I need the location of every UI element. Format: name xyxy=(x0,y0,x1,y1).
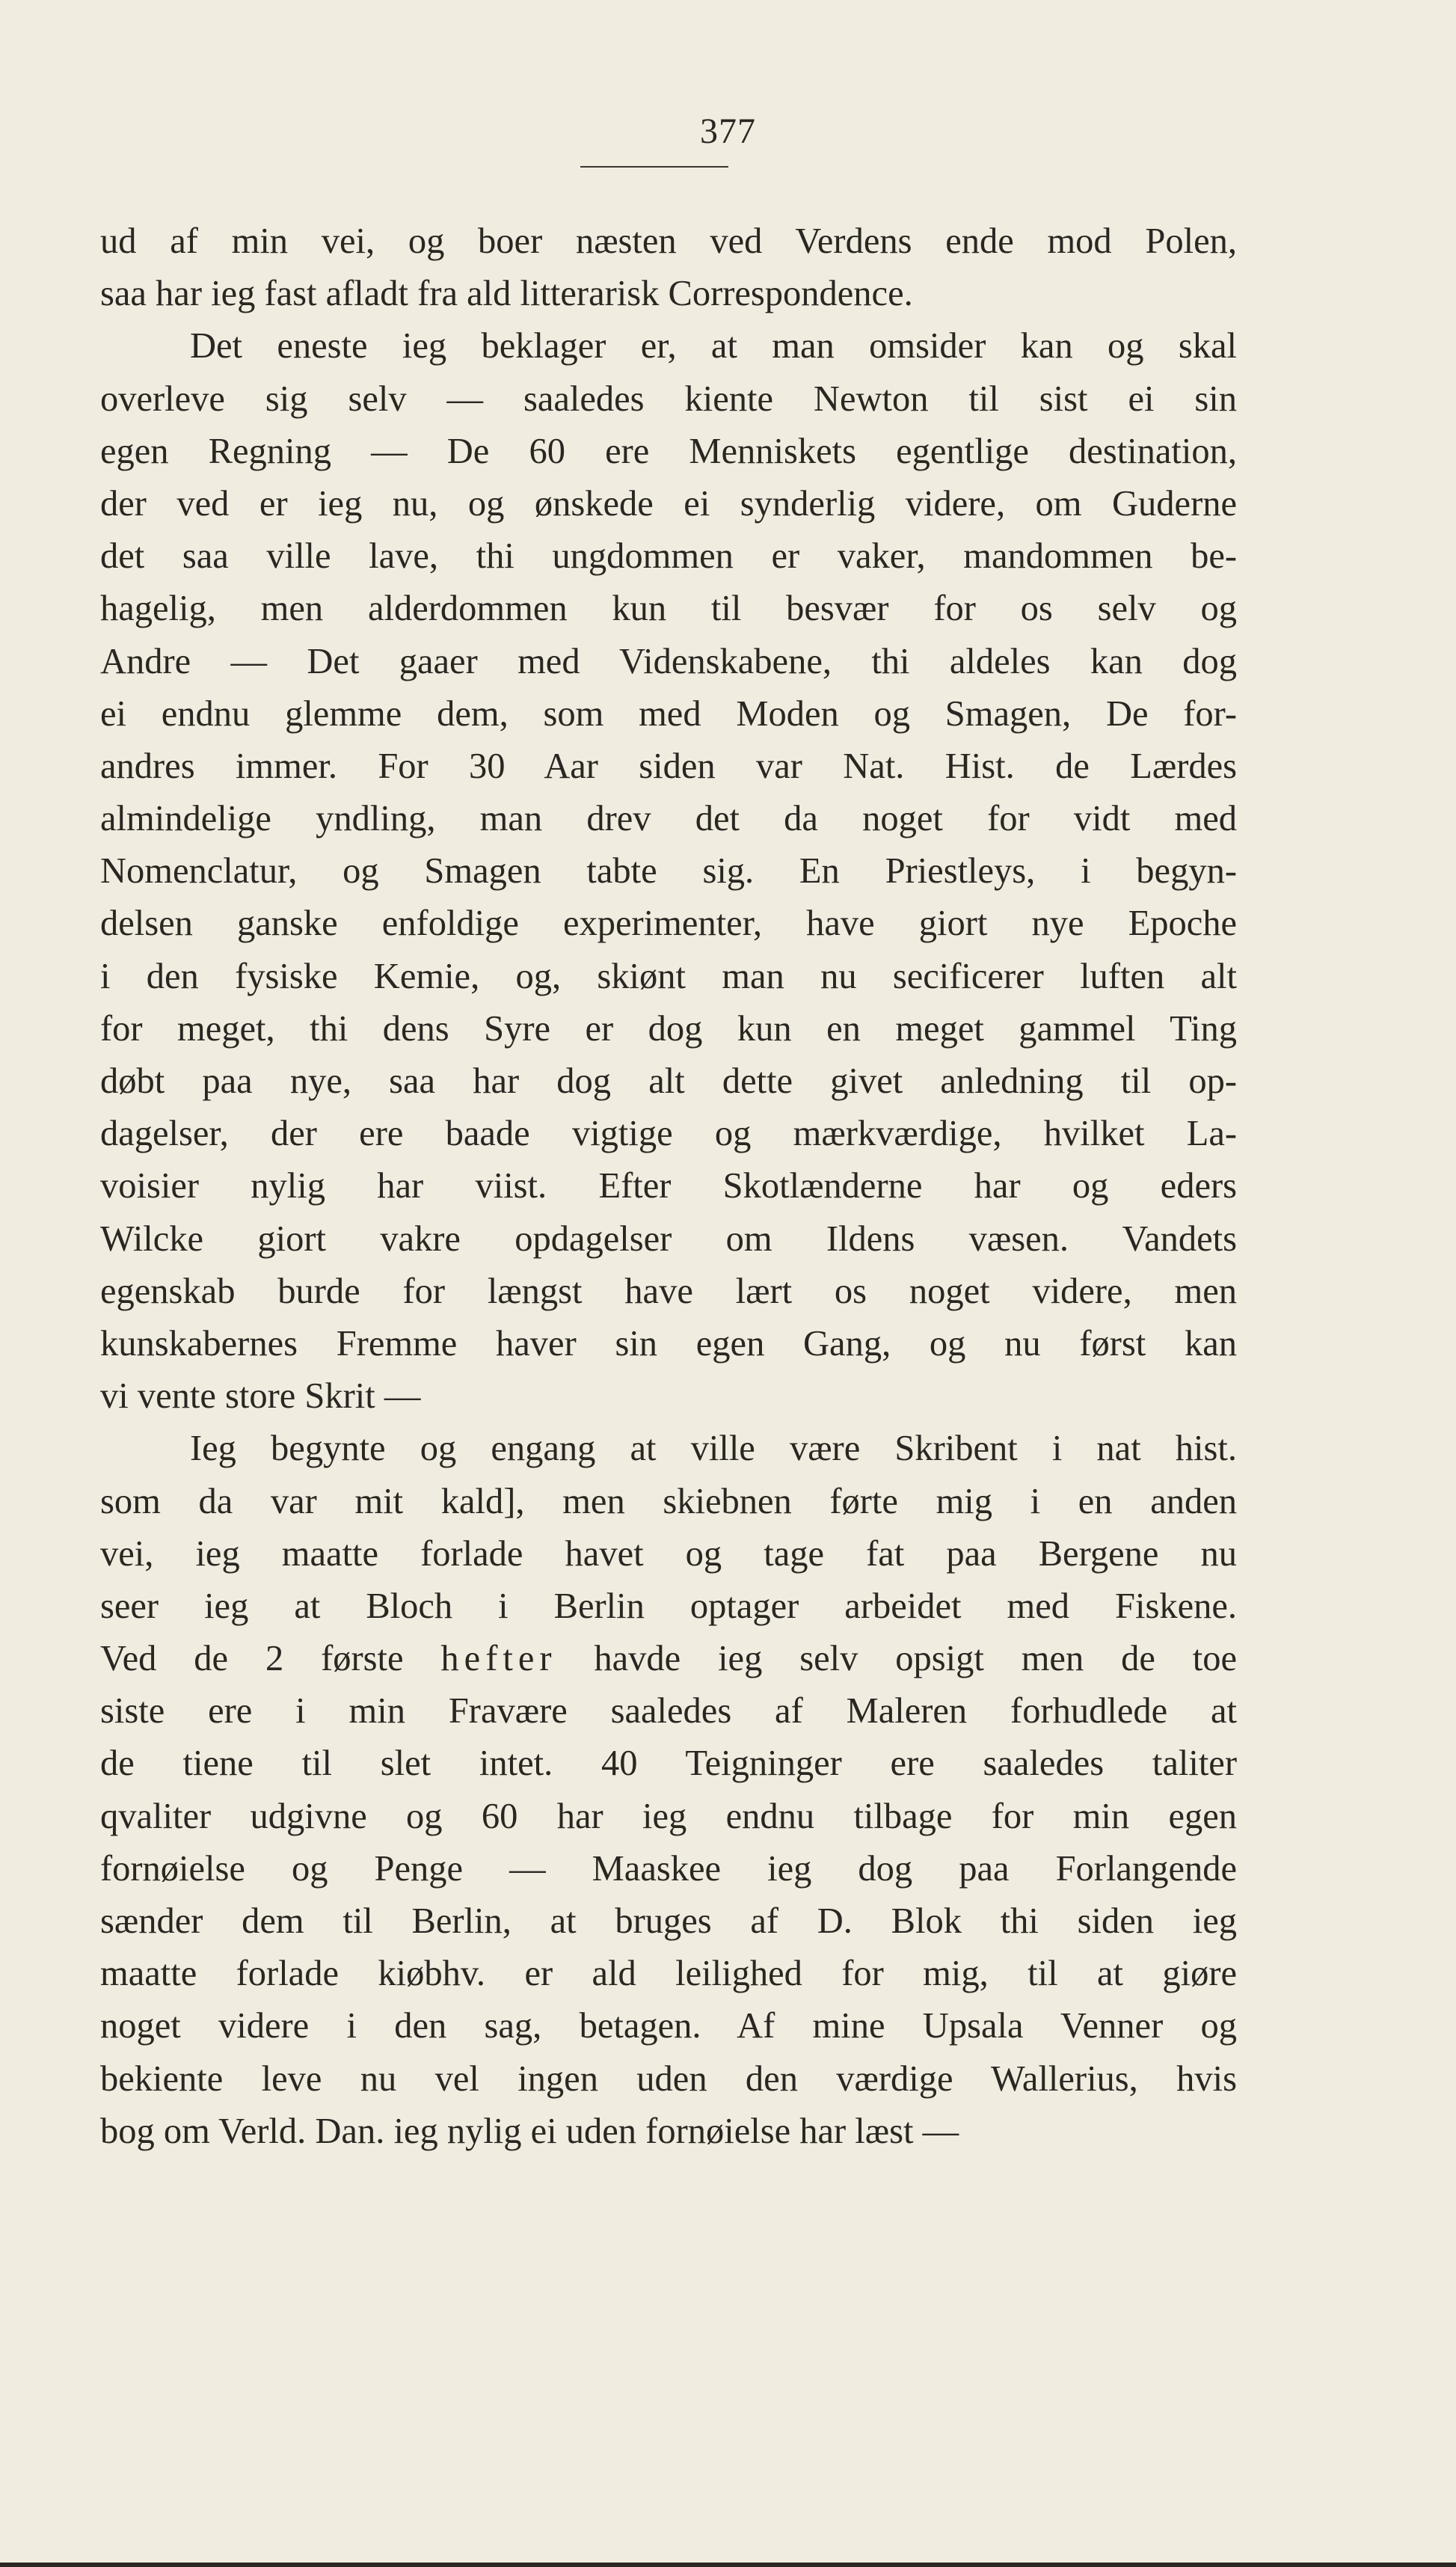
text-line: Andre — Det gaaer med Videnskabene, thi aldeles kan dog xyxy=(100,641,1237,681)
text-line: som da var mit kald], men skiebnen førte mig i en anden xyxy=(100,1481,1237,1521)
page-number-rule xyxy=(580,166,728,168)
text-line: Ved de 2 første hefter havde ieg selv opsigt men de toe xyxy=(100,1639,1237,1679)
page-number: 377 xyxy=(700,111,756,151)
text-line: almindelige yndling, man drev det da noget for vidt med xyxy=(100,799,1237,839)
text-line: andres immer. For 30 Aar siden var Nat. Hist. de Lærdes xyxy=(100,746,1237,786)
text-line: kunskabernes Fremme haver sin egen Gang, og nu først kan xyxy=(100,1323,1237,1364)
text-line: i den fysiske Kemie, og, skiønt man nu secificerer luften alt xyxy=(100,956,1237,996)
bottom-edge-rule xyxy=(0,2563,1456,2567)
text-line: de tiene til slet intet. 40 Teigninger ere saaledes taliter xyxy=(100,1743,1237,1784)
text-line: qvaliter udgivne og 60 har ieg endnu tilbage for min egen xyxy=(100,1796,1237,1836)
text-line: egenskab burde for længst have lært os noget videre, men xyxy=(100,1271,1237,1311)
text-line: overleve sig selv — saaledes kiente Newton til sist ei sin xyxy=(100,378,1237,419)
text-line: vi vente store Skrit — xyxy=(100,1376,421,1417)
text-line: bog om Verld. Dan. ieg nylig ei uden fornøielse har læst — xyxy=(100,2111,959,2151)
text-line: vei, ieg maatte forlade havet og tage fat paa Bergene nu xyxy=(100,1533,1237,1574)
text-line: seer ieg at Bloch i Berlin optager arbeidet med Fiskene. xyxy=(100,1586,1237,1626)
text-line: Ieg begynte og engang at ville være Skribent i nat hist. xyxy=(190,1429,1237,1469)
text-line: ei endnu glemme dem, som med Moden og Smagen, De for- xyxy=(100,693,1237,734)
text-line: siste ere i min Fravære saaledes af Maleren forhudlede at xyxy=(100,1691,1237,1732)
text-line: hagelig, men alderdommen kun til besvær for os selv og xyxy=(100,589,1237,629)
text-line: der ved er ieg nu, og ønskede ei synderlig videre, om Guderne xyxy=(100,483,1237,524)
text-line: ud af min vei, og boer næsten ved Verdens ende mod Polen, xyxy=(100,221,1237,261)
text-line: delsen ganske enfoldige experimenter, have giort nye Epoche xyxy=(100,904,1237,944)
text-line: bekiente leve nu vel ingen uden den værdige Wallerius, hvis xyxy=(100,2058,1237,2099)
text-line: maatte forlade kiøbhv. er ald leilighed for mig, til at giøre xyxy=(100,1954,1237,1994)
emphasized-word: hefter xyxy=(440,1639,557,1679)
text-line: sænder dem til Berlin, at bruges af D. Blok thi siden ieg xyxy=(100,1901,1237,1941)
text-line: noget videre i den sag, betagen. Af mine Upsala Venner og xyxy=(100,2006,1237,2046)
text-line: saa har ieg fast afladt fra ald litterarisk Correspondence. xyxy=(100,274,913,314)
text-line: Det eneste ieg beklager er, at man omsider kan og skal xyxy=(190,326,1237,367)
text-line: fornøielse og Penge — Maaskee ieg dog paa Forlangende xyxy=(100,1848,1237,1889)
text-line: døbt paa nye, saa har dog alt dette givet anledning til op- xyxy=(100,1061,1237,1101)
body-text xyxy=(100,215,1237,2158)
text-line: Wilcke giort vakre opdagelser om Ildens væsen. Vandets xyxy=(100,1218,1237,1259)
text-line: dagelser, der ere baade vigtige og mærkværdige, hvilket La- xyxy=(100,1114,1237,1154)
text-line: voisier nylig har viist. Efter Skotlænderne har og eders xyxy=(100,1166,1237,1206)
text-line: Nomenclatur, og Smagen tabte sig. En Priestleys, i begyn- xyxy=(100,851,1237,892)
text-line: det saa ville lave, thi ungdommen er vaker, mandommen be- xyxy=(100,536,1237,577)
text-line: for meget, thi dens Syre er dog kun en meget gammel Ting xyxy=(100,1008,1237,1049)
text-line: egen Regning — De 60 ere Menniskets egentlige destination, xyxy=(100,431,1237,471)
